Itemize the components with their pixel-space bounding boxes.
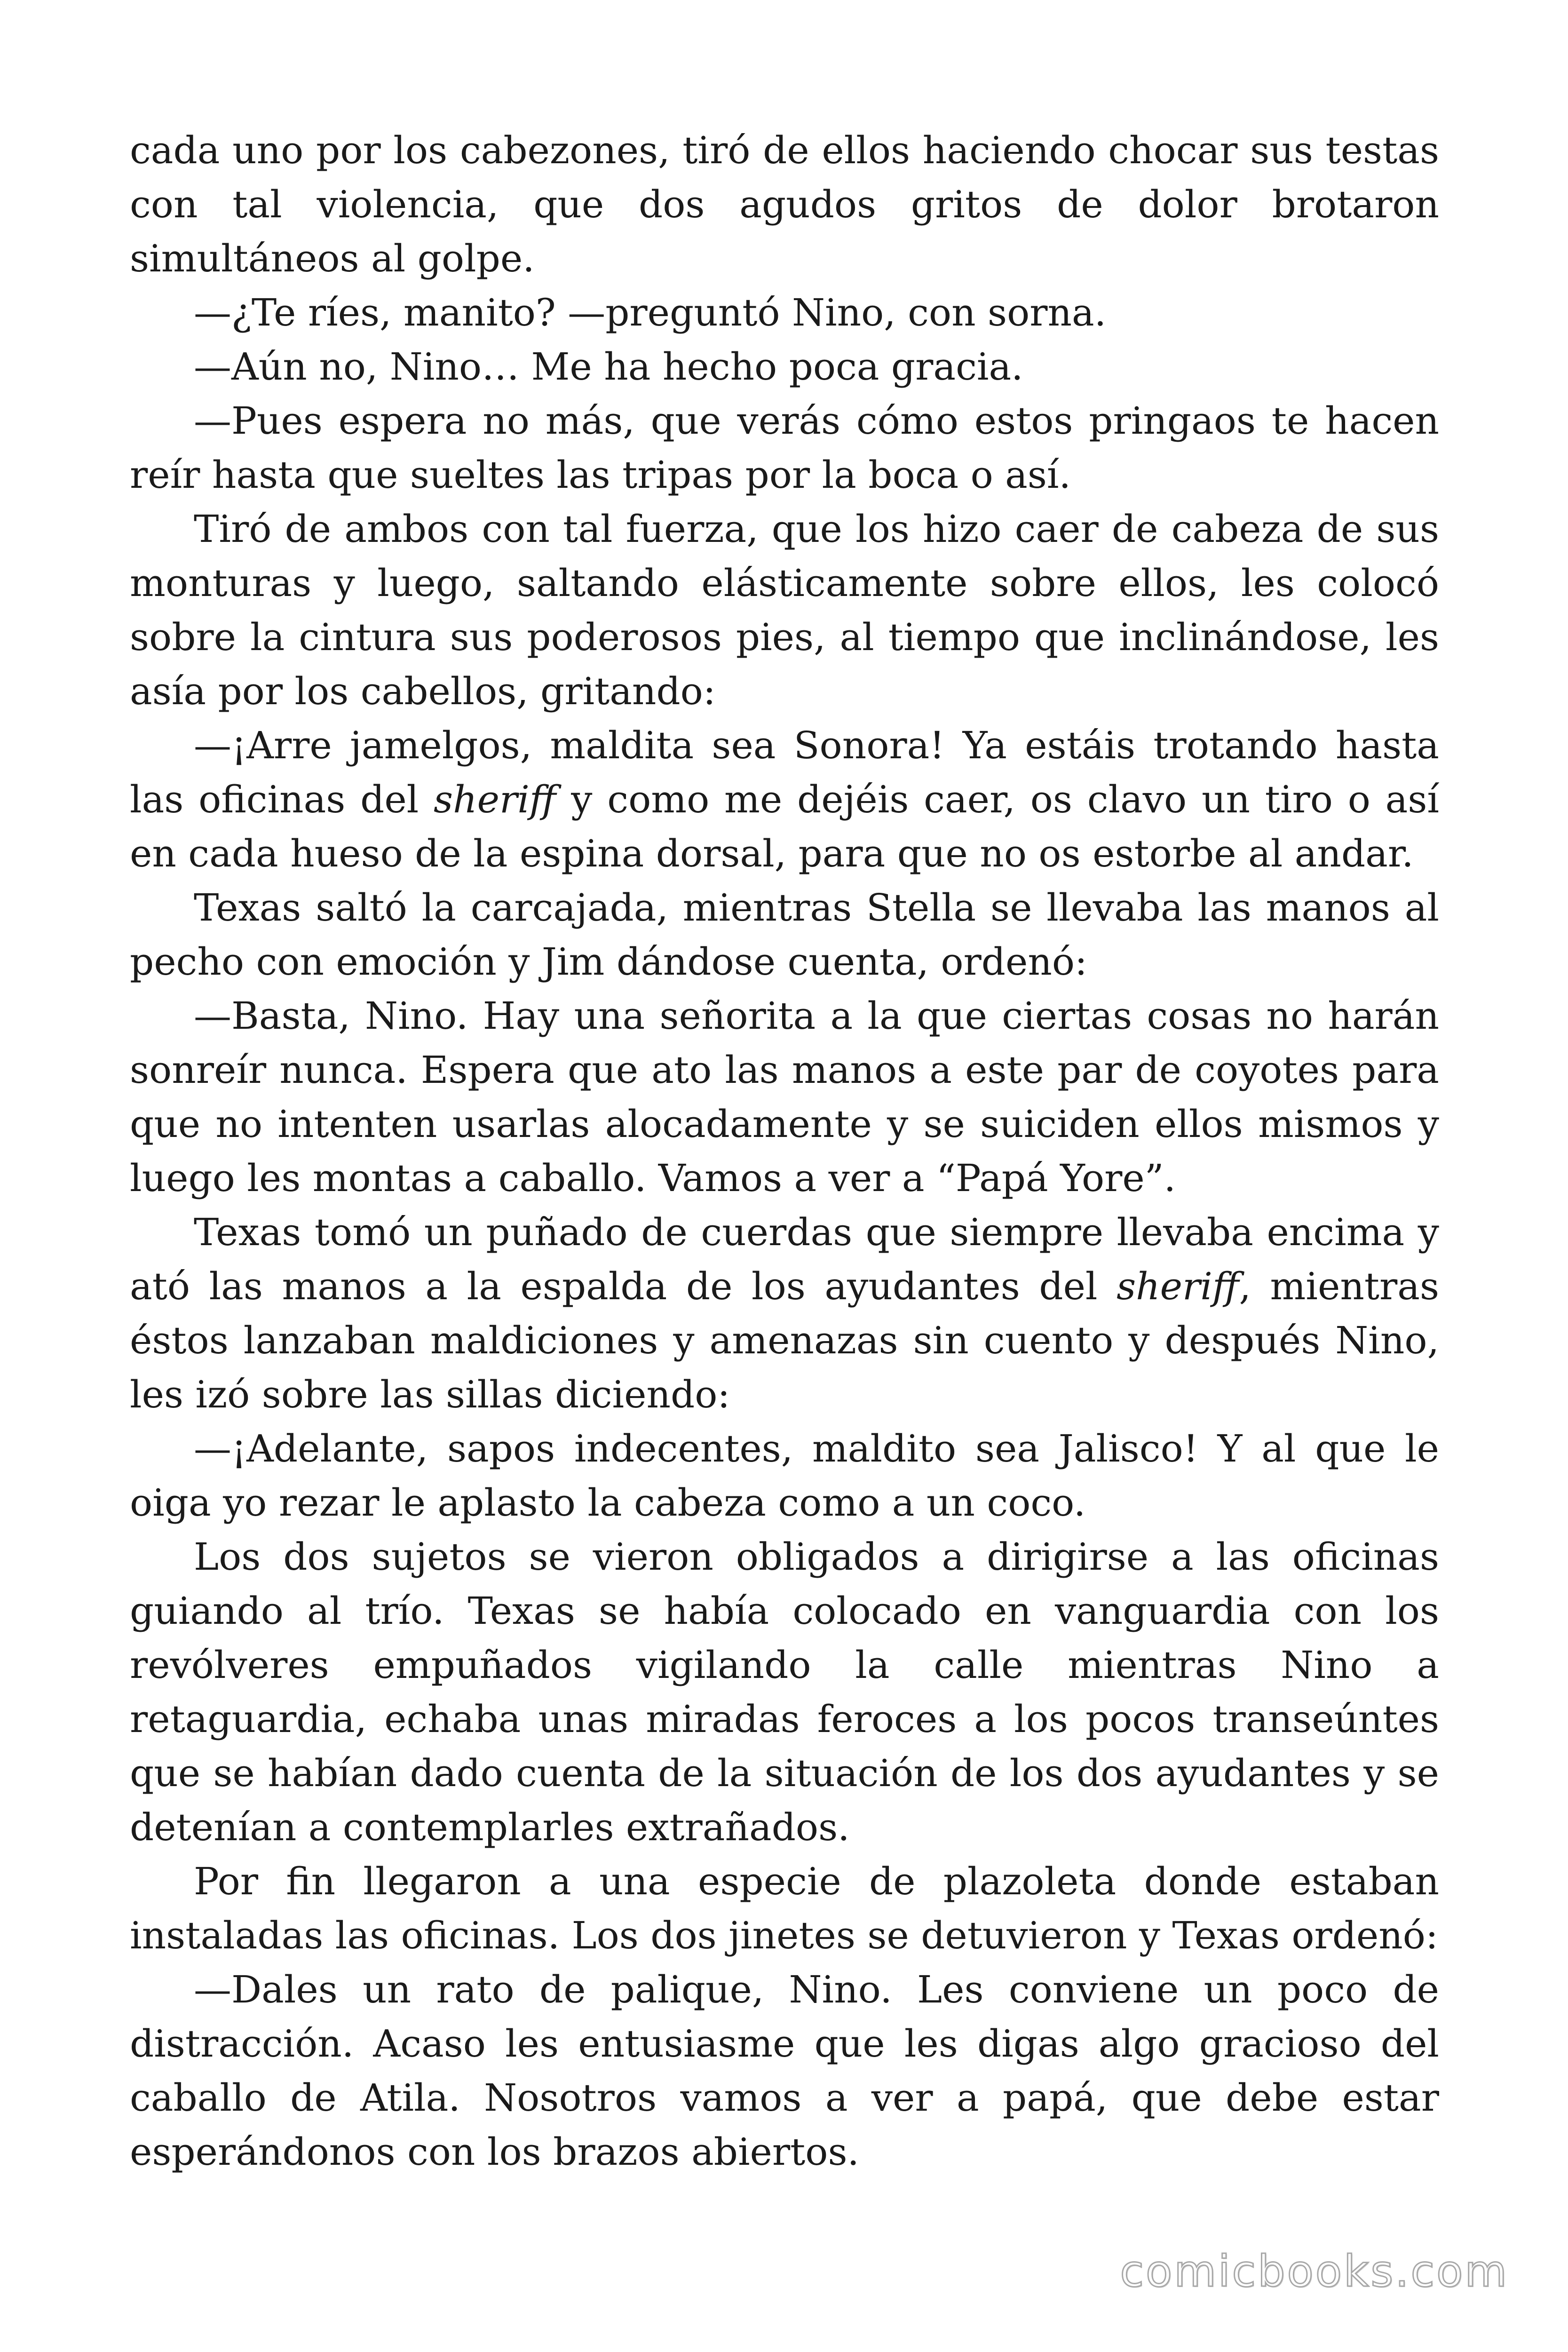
paragraph — [130, 502, 1439, 718]
paragraph-text: —Aún no, Nino… Me ha hecho poca gracia. — [194, 345, 1023, 389]
paragraph — [130, 1205, 1439, 1422]
paragraph-text: cada uno por los cabezones, tiró de ellos haciendo chocar sus testas con tal violencia, que dos agudos gritos de dolor brotaron simultáneos al golpe. — [130, 128, 1439, 280]
italic-word: sheriff — [1117, 1264, 1239, 1308]
paragraph — [130, 123, 1439, 286]
paragraph-text: Los dos sujetos se vieron obligados a dirigirse a las oficinas guiando al trío. Texas se había colocado en vanguardia con los revólveres empuñados vigilando la calle mientras Nino a retaguardia, echaba unas miradas feroces a los pocos transeúntes que se habían dado cuenta de la situación de los dos ayudantes y se detenían a contemplarles extrañados. — [130, 1535, 1439, 1849]
paragraph — [130, 1854, 1439, 1963]
paragraph — [130, 1530, 1439, 1854]
paragraph-text: Texas tomó un puñado de cuerdas que siempre llevaba encima y ató las manos a la espalda de los ayudantes del — [130, 1210, 1439, 1308]
paragraph-text: —¡Adelante, sapos indecentes, maldito sea Jalisco! Y al que le oiga yo rezar le aplasto la cabeza como a un coco. — [130, 1427, 1439, 1525]
paragraph-text: Por fin llegaron a una especie de plazoleta donde estaban instaladas las oficinas. Los dos jinetes se detuvieron y Texas ordenó: — [130, 1859, 1439, 1957]
paragraph-text: —¿Te ríes, manito? —preguntó Nino, con sorna. — [194, 291, 1107, 334]
paragraph-text: —Dales un rato de palique, Nino. Les conviene un poco de distracción. Acaso les entusiasme que les digas algo gracioso del caballo de Atila. Nosotros vamos a ver a papá, que debe estar esperándonos con los brazos abiertos. — [130, 1968, 1439, 2174]
paragraph-text: —Basta, Nino. Hay una señorita a la que ciertas cosas no harán sonreír nunca. Espera que ato las manos a este par de coyotes para que no intenten usarlas alocadamente y se suiciden ellos mismos y luego les montas a caballo. Vamos a ver a “Papá Yore”. — [130, 994, 1439, 1200]
paragraph — [130, 989, 1439, 1205]
paragraph — [130, 1963, 1439, 2179]
paragraph — [130, 881, 1439, 989]
paragraph — [130, 394, 1439, 502]
italic-word: sheriff — [434, 778, 556, 821]
paragraph-text: —¡Arre jamelgos, maldita sea Sonora! Ya estáis trotando hasta las oficinas del — [130, 723, 1439, 821]
paragraph-text: —Pues espera no más, que verás cómo estos pringaos te hacen reír hasta que sueltes las tripas por la boca o así. — [130, 399, 1439, 497]
paragraph — [130, 340, 1439, 394]
paragraph — [130, 286, 1439, 340]
paragraph-text: Texas saltó la carcajada, mientras Stella se llevaba las manos al pecho con emoción y Jim dándose cuenta, ordenó: — [130, 886, 1439, 984]
paragraph-text: Tiró de ambos con tal fuerza, que los hizo caer de cabeza de sus monturas y luego, saltando elásticamente sobre ellos, les colocó sobre la cintura sus poderosos pies, al tiempo que inclinándose, les asía por los cabellos, gritando: — [130, 507, 1439, 713]
page-text — [130, 123, 1439, 2179]
paragraph-text: , mientras éstos lanzaban maldiciones y amenazas sin cuento y después Nino, les izó sobre las sillas diciendo: — [130, 1264, 1439, 1416]
paragraph — [130, 1422, 1439, 1530]
paragraph — [130, 718, 1439, 881]
watermark: comicbooks.com — [1120, 2246, 1509, 2296]
paragraph-text: y como me dejéis caer, os clavo un tiro o así en cada hueso de la espina dorsal, para que no os estorbe al andar. — [130, 778, 1440, 875]
